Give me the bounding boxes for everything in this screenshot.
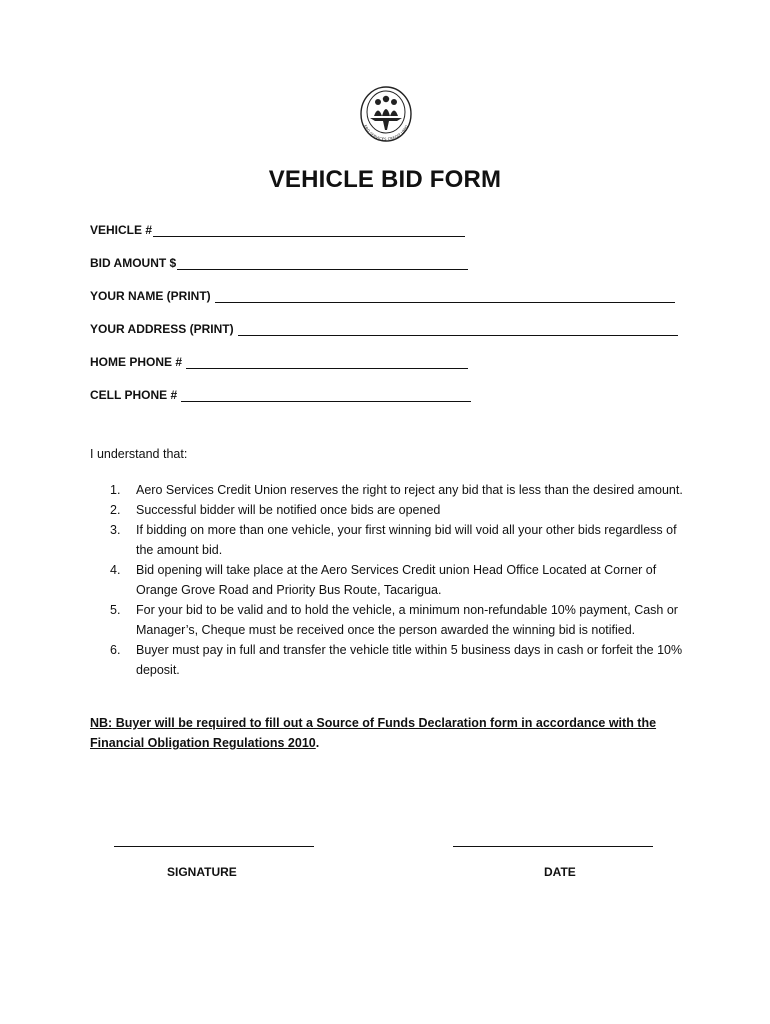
list-item-number: 3. bbox=[110, 523, 121, 537]
list-item-text: Bid opening will take place at the Aero Services Credit union Head Office Located at Corner of Orange Grove Road and Priority Bus Route, Tacarigua. bbox=[136, 563, 657, 597]
list-item-number: 5. bbox=[110, 603, 121, 617]
list-item-number: 1. bbox=[110, 483, 121, 497]
terms-intro: I understand that: bbox=[90, 447, 188, 461]
address-field[interactable] bbox=[90, 316, 678, 336]
name-line[interactable] bbox=[215, 289, 675, 303]
list-item bbox=[110, 560, 690, 600]
credit-union-seal-icon bbox=[356, 82, 416, 150]
nb-note-end: . bbox=[315, 736, 320, 750]
list-item-text: Successful bidder will be notified once bids are opened bbox=[136, 503, 441, 517]
list-item bbox=[110, 520, 690, 560]
vehicle-number-field[interactable] bbox=[90, 217, 465, 237]
list-item bbox=[110, 600, 690, 640]
cell-phone-field[interactable] bbox=[90, 382, 471, 402]
cell-phone-line[interactable] bbox=[181, 388, 471, 402]
credit-union-logo bbox=[356, 82, 416, 150]
list-item-text: Aero Services Credit Union reserves the right to reject any bid that is less than the desired amount. bbox=[136, 483, 683, 497]
list-item-text: If bidding on more than one vehicle, your first winning bid will void all your other bids regardless of the amount bid. bbox=[136, 523, 677, 557]
name-field[interactable] bbox=[90, 283, 675, 303]
date-label: DATE bbox=[544, 865, 576, 879]
home-phone-line[interactable] bbox=[186, 355, 468, 369]
list-item-number: 6. bbox=[110, 643, 121, 657]
address-line[interactable] bbox=[238, 322, 678, 336]
vehicle-number-label: VEHICLE # bbox=[90, 223, 153, 237]
bid-amount-line[interactable] bbox=[177, 256, 468, 270]
list-item-text: For your bid to be valid and to hold the vehicle, a minimum non-refundable 10% payment, Cash or Manager’s, Cheque must be received once the person awarded the winning bid is notified. bbox=[136, 603, 678, 637]
bid-amount-field[interactable] bbox=[90, 250, 468, 270]
nb-note bbox=[90, 713, 680, 753]
logo-text: ERO SERVICES CREDIT UNIO bbox=[362, 124, 409, 142]
signature-line[interactable] bbox=[114, 846, 314, 847]
list-item bbox=[110, 640, 690, 680]
nb-note-text: NB: Buyer will be required to fill out a Source of Funds Declaration form in accordance with the Financial Obligation Regulations 2010 bbox=[90, 716, 657, 750]
address-label: YOUR ADDRESS (PRINT) bbox=[90, 322, 237, 336]
name-label: YOUR NAME (PRINT) bbox=[90, 289, 214, 303]
list-item-number: 4. bbox=[110, 563, 121, 577]
page-title: VEHICLE BID FORM bbox=[268, 166, 502, 193]
home-phone-field[interactable] bbox=[90, 349, 468, 369]
vehicle-number-line[interactable] bbox=[153, 223, 465, 237]
list-item bbox=[110, 500, 690, 520]
terms-list bbox=[110, 480, 690, 680]
bid-amount-label: BID AMOUNT $ bbox=[90, 256, 177, 270]
home-phone-label: HOME PHONE # bbox=[90, 355, 186, 369]
date-line[interactable] bbox=[453, 846, 653, 847]
list-item-number: 2. bbox=[110, 503, 121, 517]
cell-phone-label: CELL PHONE # bbox=[90, 388, 181, 402]
list-item bbox=[110, 480, 690, 500]
list-item-text: Buyer must pay in full and transfer the vehicle title within 5 business days in cash or forfeit the 10% deposit. bbox=[136, 643, 683, 677]
signature-label: SIGNATURE bbox=[167, 865, 237, 879]
